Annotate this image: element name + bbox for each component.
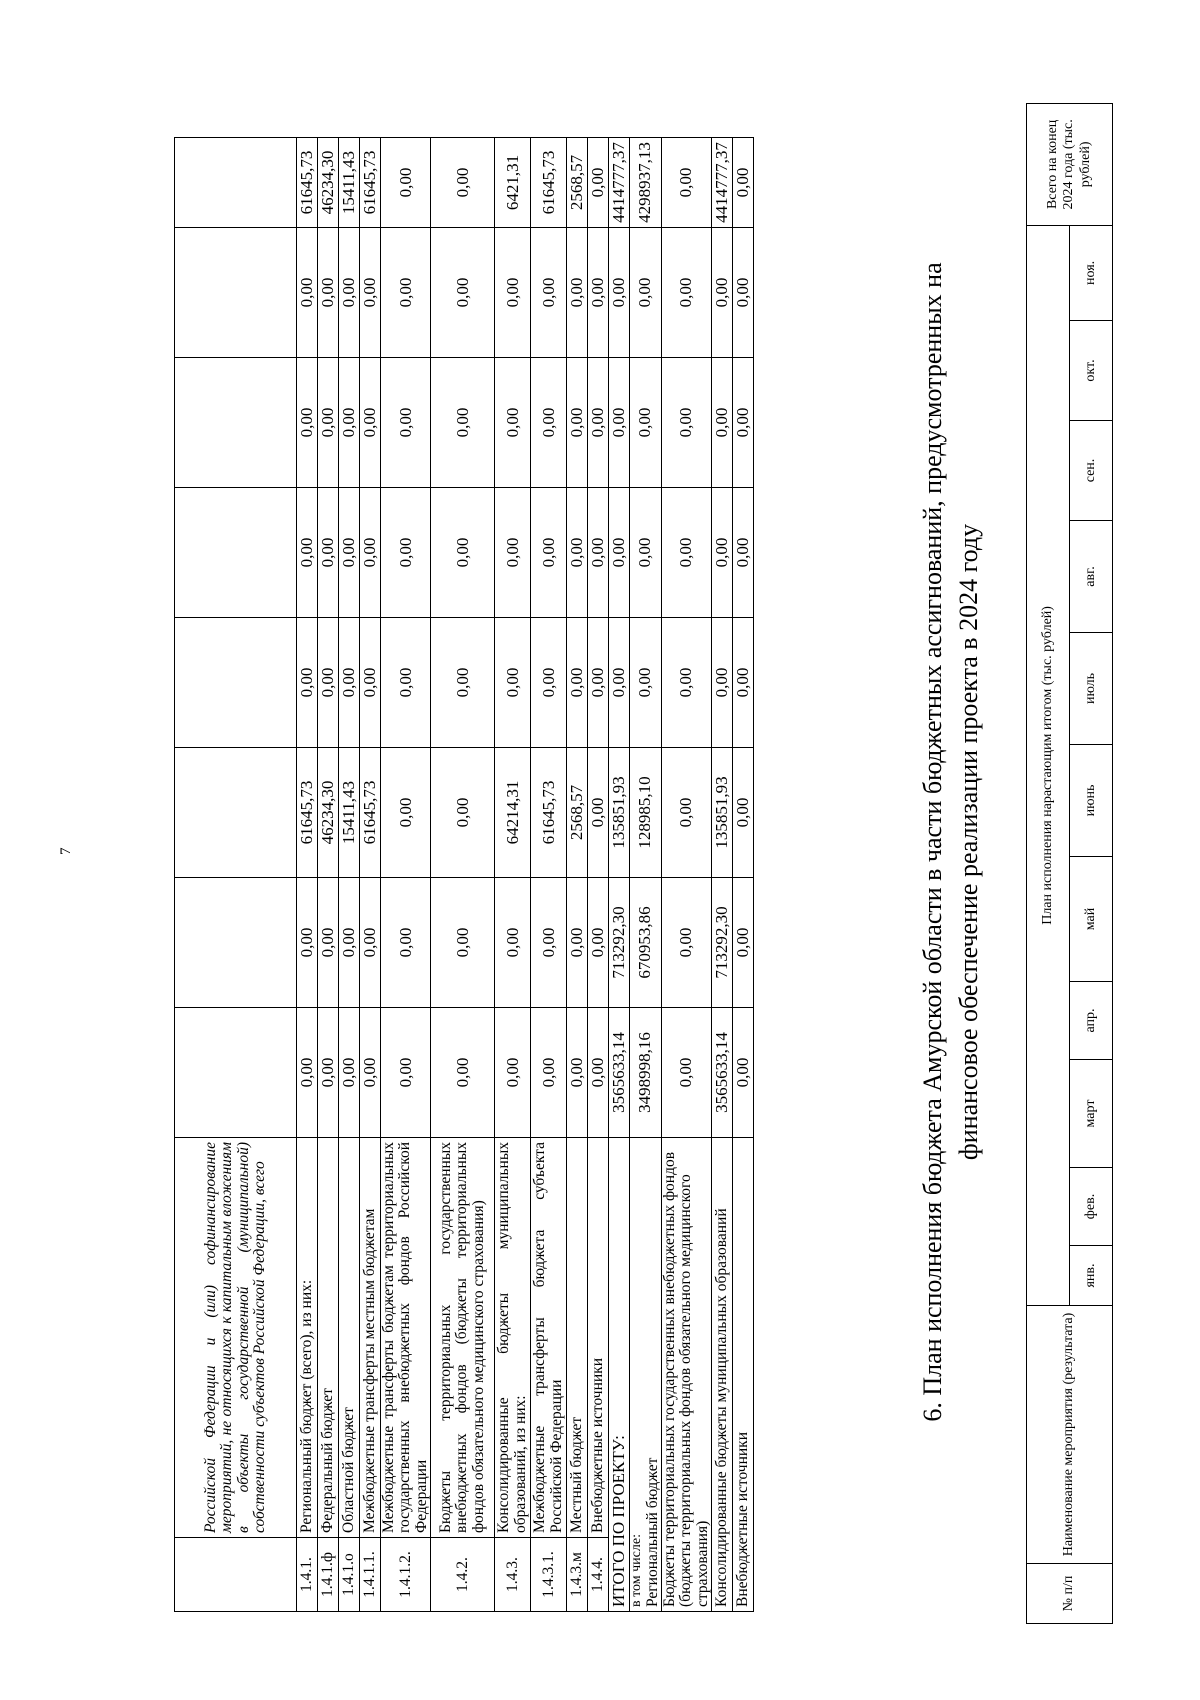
value-cell: 0,00 (318, 358, 339, 488)
month-header: март (1070, 1060, 1113, 1168)
month-header: фев. (1070, 1168, 1113, 1246)
value-cell: 0,00 (588, 1008, 609, 1138)
value-cell: 0,00 (588, 228, 609, 358)
col-num-header: № п/п (1027, 1564, 1113, 1624)
value-cell: 713292,30 (609, 878, 630, 1008)
value-cell: 0,00 (630, 358, 662, 488)
value-cell: 0,00 (531, 228, 567, 358)
value-cell: 0,00 (360, 228, 381, 358)
row-name: Федеральный бюджет (318, 1138, 339, 1538)
value-cell: 0,00 (339, 878, 360, 1008)
value-cell: 0,00 (318, 618, 339, 748)
value-cell: 0,00 (297, 618, 318, 748)
value-cell: 0,00 (381, 748, 431, 878)
value-cell: 0,00 (431, 228, 495, 358)
value-cell: 0,00 (588, 138, 609, 228)
value-cell: 0,00 (661, 228, 711, 358)
value-cell: 0,00 (431, 358, 495, 488)
value-cell: 3565633,14 (609, 1008, 630, 1138)
col-total-header: Всего на конец 2024 года (тыс. рублей) (1027, 103, 1113, 225)
value-cell: 15411,43 (339, 748, 360, 878)
value-cell: 0,00 (495, 488, 531, 618)
value-cell: 0,00 (567, 878, 588, 1008)
value-cell: 0,00 (339, 1008, 360, 1138)
value-cell: 0,00 (732, 228, 753, 358)
value-cell: 0,00 (711, 358, 732, 488)
value-cell: 0,00 (431, 878, 495, 1008)
col-name-header: Наименование мероприятия (результата) (1027, 1306, 1113, 1564)
value-cell: 0,00 (661, 138, 711, 228)
value-cell: 0,00 (381, 228, 431, 358)
value-cell: 0,00 (630, 488, 662, 618)
plan-header-table (1026, 103, 1113, 1624)
row-number: 1.4.1.1. (360, 1538, 381, 1612)
row-name: Консолидированные бюджеты муниципальных образований, из них: (495, 1138, 531, 1538)
month-header: окт. (1070, 321, 1113, 421)
budget-table (174, 137, 754, 1612)
value-cell: 0,00 (732, 1008, 753, 1138)
row-number: 1.4.1.2. (381, 1538, 431, 1612)
value-cell: 2568,57 (567, 138, 588, 228)
row-name (630, 1138, 662, 1612)
value-cell: 0,00 (588, 618, 609, 748)
value-cell: 0,00 (711, 488, 732, 618)
table-row (732, 138, 753, 1612)
row-number: 1.4.1.о (339, 1538, 360, 1612)
value-cell: 0,00 (297, 228, 318, 358)
value-cell: 0,00 (609, 488, 630, 618)
value-cell: 3498998,16 (630, 1008, 662, 1138)
value-cell: 0,00 (318, 878, 339, 1008)
value-cell (175, 358, 297, 488)
value-cell: 0,00 (431, 488, 495, 618)
row-name (732, 1138, 753, 1612)
value-cell: 0,00 (381, 878, 431, 1008)
month-header: апр. (1070, 982, 1113, 1060)
value-cell: 0,00 (711, 228, 732, 358)
row-name-text: ИТОГО ПО ПРОЕКТУ: (609, 1435, 629, 1607)
value-cell (175, 618, 297, 748)
value-cell: 0,00 (297, 878, 318, 1008)
month-header: июнь (1070, 745, 1113, 857)
month-header: янв. (1070, 1246, 1113, 1306)
value-cell: 0,00 (732, 358, 753, 488)
value-cell: 0,00 (360, 1008, 381, 1138)
value-cell: 0,00 (630, 618, 662, 748)
value-cell: 0,00 (711, 618, 732, 748)
value-cell: 0,00 (567, 618, 588, 748)
value-cell (175, 138, 297, 228)
value-cell: 0,00 (360, 878, 381, 1008)
value-cell: 0,00 (588, 358, 609, 488)
table-row (297, 138, 318, 1612)
value-cell: 0,00 (339, 618, 360, 748)
row-name: Межбюджетные трансферты местным бюджетам (360, 1138, 381, 1538)
value-cell: 0,00 (381, 1008, 431, 1138)
value-cell: 0,00 (318, 228, 339, 358)
table-row (381, 138, 431, 1612)
table-row (711, 138, 732, 1612)
value-cell: 0,00 (381, 618, 431, 748)
value-cell: 0,00 (531, 488, 567, 618)
value-cell: 61645,73 (531, 748, 567, 878)
value-cell: 0,00 (381, 358, 431, 488)
table-row (318, 138, 339, 1612)
row-name: Областной бюджет (339, 1138, 360, 1538)
value-cell (175, 1008, 297, 1138)
table-row (609, 138, 630, 1612)
value-cell: 6421,31 (495, 138, 531, 228)
page-number: 7 (58, 847, 74, 855)
value-cell: 4414777,37 (711, 138, 732, 228)
value-cell: 0,00 (567, 358, 588, 488)
value-cell: 0,00 (339, 228, 360, 358)
row-name-text: Региональный бюджет (643, 1457, 661, 1607)
value-cell: 0,00 (339, 358, 360, 488)
value-cell: 3565633,14 (711, 1008, 732, 1138)
table-row (661, 138, 711, 1612)
row-name (609, 1138, 630, 1612)
row-number: 1.4.1.ф (318, 1538, 339, 1612)
month-header: авг. (1070, 521, 1113, 633)
row-number: 1.4.4. (588, 1538, 609, 1612)
row-name: Бюджеты территориальных государственных внебюджетных фондов (бюджеты территориальных фондов обязательного медицинского страхования) (431, 1138, 495, 1538)
value-cell: 0,00 (661, 878, 711, 1008)
value-cell: 0,00 (630, 228, 662, 358)
section-title-line1: 6. План исполнения бюджета Амурской области в части бюджетных ассигнований, предусмотренных на (918, 262, 947, 1422)
value-cell: 0,00 (609, 618, 630, 748)
value-cell: 0,00 (339, 488, 360, 618)
section-title (915, 62, 987, 1622)
value-cell: 0,00 (661, 748, 711, 878)
value-cell: 0,00 (609, 228, 630, 358)
value-cell: 0,00 (318, 488, 339, 618)
table-row (567, 138, 588, 1612)
row-name (711, 1138, 732, 1612)
value-cell: 46234,30 (318, 748, 339, 878)
plan-header: План исполнения нарастающим итогом (тыс. рублей) (1027, 225, 1070, 1305)
value-cell: 0,00 (531, 1008, 567, 1138)
value-cell: 15411,43 (339, 138, 360, 228)
value-cell: 135851,93 (711, 748, 732, 878)
value-cell: 0,00 (588, 878, 609, 1008)
row-name: Российской Федерации и (или) софинансирование мероприятий, не относящихся к капитальным вложениям в объекты государственной (муниципальной) собственности субъектов Российской Федерации, всего (175, 1138, 297, 1538)
value-cell (175, 748, 297, 878)
value-cell: 0,00 (661, 1008, 711, 1138)
row-number: 1.4.1. (297, 1538, 318, 1612)
value-cell: 0,00 (531, 618, 567, 748)
row-number: 1.4.3.м (567, 1538, 588, 1612)
month-header: ноя. (1070, 225, 1113, 320)
value-cell: 61645,73 (531, 138, 567, 228)
value-cell: 0,00 (661, 488, 711, 618)
value-cell: 0,00 (732, 488, 753, 618)
value-cell: 0,00 (609, 358, 630, 488)
value-cell: 713292,30 (711, 878, 732, 1008)
value-cell: 0,00 (381, 138, 431, 228)
value-cell: 0,00 (732, 878, 753, 1008)
value-cell: 0,00 (567, 1008, 588, 1138)
value-cell: 0,00 (431, 618, 495, 748)
value-cell: 4414777,37 (609, 138, 630, 228)
value-cell: 0,00 (495, 878, 531, 1008)
value-cell: 0,00 (567, 228, 588, 358)
value-cell: 670953,86 (630, 878, 662, 1008)
row-name-prefix: в том числе: (629, 1534, 644, 1607)
row-number (175, 1538, 297, 1612)
value-cell: 61645,73 (360, 748, 381, 878)
value-cell (175, 488, 297, 618)
value-cell: 61645,73 (297, 138, 318, 228)
table-row (339, 138, 360, 1612)
value-cell: 0,00 (495, 358, 531, 488)
value-cell: 0,00 (732, 138, 753, 228)
table-row (495, 138, 531, 1612)
value-cell: 61645,73 (297, 748, 318, 878)
row-name-text: Внебюджетные источники (733, 1431, 751, 1607)
table-row (431, 138, 495, 1612)
value-cell: 0,00 (360, 488, 381, 618)
month-header: май (1070, 857, 1113, 982)
row-number: 1.4.3.1. (531, 1538, 567, 1612)
table-row (360, 138, 381, 1612)
table-row (175, 138, 297, 1612)
value-cell: 0,00 (588, 748, 609, 878)
row-name-text: Консолидированные бюджеты муниципальных образований (712, 1208, 730, 1607)
value-cell: 0,00 (431, 138, 495, 228)
value-cell: 0,00 (431, 748, 495, 878)
row-name-text: Бюджеты территориальных государственных внебюджетных фондов (бюджеты территориальных фондов обязательного медицинского страхования) (661, 1151, 711, 1607)
value-cell: 4298937,13 (630, 138, 662, 228)
row-name (661, 1138, 711, 1612)
section-title-line2: финансовое обеспечение реализации проекта в 2024 году (953, 523, 983, 1161)
table-row (588, 138, 609, 1612)
value-cell: 135851,93 (609, 748, 630, 878)
row-name: Межбюджетные трансферты бюджетам территориальных государственных внебюджетных фондов Российской Федерации (381, 1138, 431, 1538)
month-header: июль (1070, 633, 1113, 745)
value-cell: 0,00 (588, 488, 609, 618)
value-cell: 0,00 (360, 618, 381, 748)
value-cell: 2568,57 (567, 748, 588, 878)
value-cell: 46234,30 (318, 138, 339, 228)
value-cell: 0,00 (732, 748, 753, 878)
month-header: сен. (1070, 421, 1113, 521)
value-cell: 0,00 (661, 358, 711, 488)
value-cell: 0,00 (360, 358, 381, 488)
value-cell: 0,00 (567, 488, 588, 618)
value-cell: 0,00 (431, 1008, 495, 1138)
value-cell: 0,00 (297, 488, 318, 618)
row-name: Местный бюджет (567, 1138, 588, 1538)
value-cell: 0,00 (495, 618, 531, 748)
table-row (630, 138, 662, 1612)
value-cell: 0,00 (531, 358, 567, 488)
value-cell: 61645,73 (360, 138, 381, 228)
value-cell: 0,00 (297, 358, 318, 488)
value-cell: 0,00 (732, 618, 753, 748)
value-cell (175, 228, 297, 358)
value-cell: 0,00 (495, 1008, 531, 1138)
value-cell (175, 878, 297, 1008)
value-cell: 0,00 (661, 618, 711, 748)
row-name: Региональный бюджет (всего), из них: (297, 1138, 318, 1538)
value-cell: 128985,10 (630, 748, 662, 878)
value-cell: 0,00 (318, 1008, 339, 1138)
row-name: Внебюджетные источники (588, 1138, 609, 1538)
table-row (531, 138, 567, 1612)
row-number: 1.4.3. (495, 1538, 531, 1612)
value-cell: 0,00 (531, 878, 567, 1008)
value-cell: 0,00 (381, 488, 431, 618)
value-cell: 0,00 (297, 1008, 318, 1138)
value-cell: 64214,31 (495, 748, 531, 878)
row-name: Межбюджетные трансферты бюджета субъекта Российской Федерации (531, 1138, 567, 1538)
row-number: 1.4.2. (431, 1538, 495, 1612)
value-cell: 0,00 (495, 228, 531, 358)
